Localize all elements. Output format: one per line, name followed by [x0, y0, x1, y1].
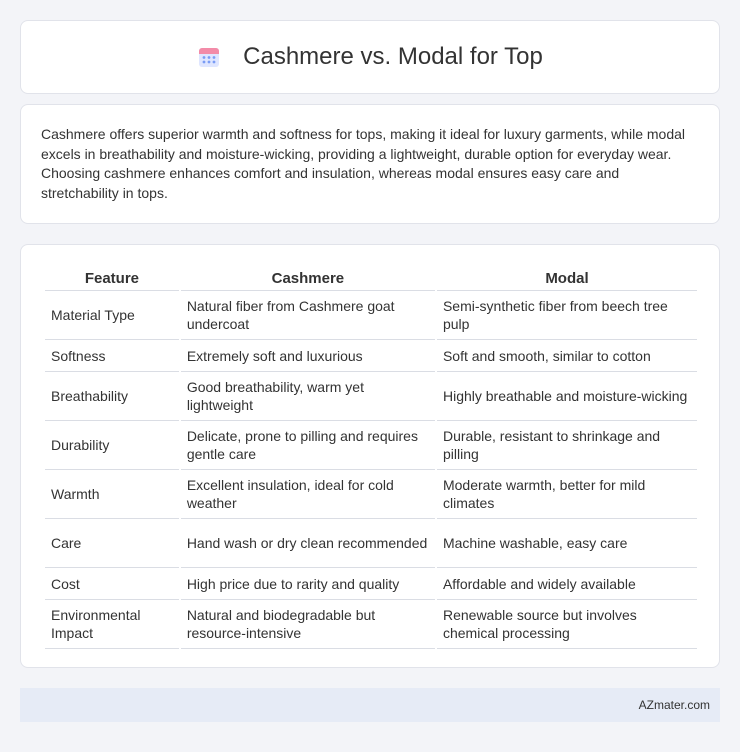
table-row [45, 372, 697, 421]
table-row [45, 519, 697, 568]
summary-card [20, 104, 720, 224]
cell-feature: Material Type [45, 291, 179, 340]
summary-text: Cashmere offers superior warmth and softness for tops, making it ideal for luxury garments, while modal excels in breathability and moisture-wicking, providing a lightweight, durable option for everyday wear. Choosing cashmere enhances comfort and insulation, whereas modal ensures easy care and stretchability in tops. [41, 126, 686, 201]
footer [20, 688, 720, 722]
header-feature: Feature [45, 265, 179, 291]
cell-cashmere: Excellent insulation, ideal for cold weather [181, 470, 435, 519]
cell-feature: Softness [45, 340, 179, 372]
comparison-table [43, 265, 699, 649]
table-row [45, 340, 697, 372]
header-modal: Modal [437, 265, 697, 291]
cell-cashmere: Delicate, prone to pilling and requires gentle care [181, 421, 435, 470]
cell-cashmere: Natural fiber from Cashmere goat undercoat [181, 291, 435, 340]
cell-cashmere: Extremely soft and luxurious [181, 340, 435, 372]
title-card [20, 20, 720, 94]
cell-modal: Soft and smooth, similar to cotton [437, 340, 697, 372]
cell-cashmere: Hand wash or dry clean recommended [181, 519, 435, 568]
calendar-icon [197, 45, 221, 69]
page-title: Cashmere vs. Modal for Top [243, 43, 543, 70]
cell-feature: Durability [45, 421, 179, 470]
cell-modal: Affordable and widely available [437, 568, 697, 600]
cell-feature: Breathability [45, 372, 179, 421]
table-row [45, 568, 697, 600]
cell-feature: Environmental Impact [45, 600, 179, 649]
cell-modal: Semi-synthetic fiber from beech tree pulp [437, 291, 697, 340]
cell-cashmere: High price due to rarity and quality [181, 568, 435, 600]
table-row [45, 421, 697, 470]
cell-feature: Care [45, 519, 179, 568]
header-cashmere: Cashmere [181, 265, 435, 291]
table-header-row [45, 265, 697, 291]
comparison-table-card [20, 244, 720, 668]
cell-modal: Renewable source but involves chemical processing [437, 600, 697, 649]
cell-modal: Machine washable, easy care [437, 519, 697, 568]
cell-cashmere: Good breathability, warm yet lightweight [181, 372, 435, 421]
cell-feature: Warmth [45, 470, 179, 519]
cell-cashmere: Natural and biodegradable but resource-intensive [181, 600, 435, 649]
cell-modal: Durable, resistant to shrinkage and pilling [437, 421, 697, 470]
cell-feature: Cost [45, 568, 179, 600]
table-row [45, 600, 697, 649]
table-row [45, 291, 697, 340]
table-row [45, 470, 697, 519]
cell-modal: Moderate warmth, better for mild climates [437, 470, 697, 519]
footer-brand-link[interactable]: AZmater.com [638, 698, 710, 712]
cell-modal: Highly breathable and moisture-wicking [437, 372, 697, 421]
